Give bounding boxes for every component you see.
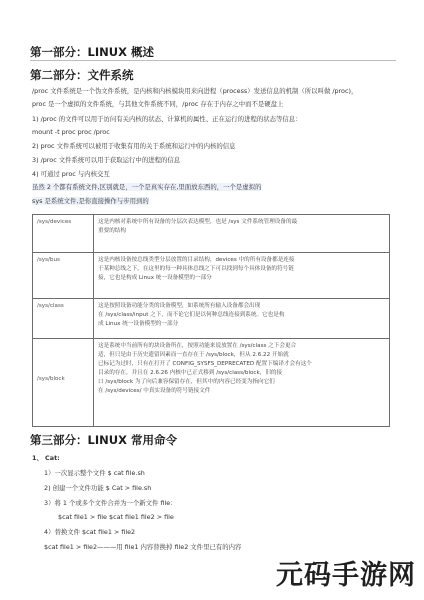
table-cell-desc: 这是系统中当前所有的块设备所在，按照功能来说放置在 /sys/class 之下会更合 适，但只是由于历史遗留因素而一直存在于 /sys/block，但从 2.6.22 开始就 已标记为过时，只有在打开了 CONFIG_SYSFS_DEPRECATED 配置下编译才会有这个 目录的存在，并且在 2.6.26 内核中已正式移到 /sys/class/block，旧的接 口 /sys/block 为了向后兼容保留存在，但其中的内容已经变为指向它们 在 /sys/devices/ 中真实设备的符号链接文件: [94, 339, 390, 427]
paragraph-line: 3) /proc 文件系统可以用于获取运行中的进程的信息: [32, 156, 181, 164]
table-row: [33, 253, 390, 299]
table-cell-path: /sys/devices: [33, 215, 94, 253]
paragraph-line: 1) /proc 的文件可以用于访问有关内核的状态、计算机的属性、正在运行的进程的状态等信息：: [32, 115, 302, 123]
code-line: mount -t proc proc /proc: [32, 128, 110, 136]
table-row: [33, 215, 390, 253]
cat-heading: 1、 Cat:: [32, 454, 60, 462]
sys-directory-table: [32, 214, 390, 427]
paragraph-line: proc 是一个虚拟的文件系统，与其他文件系统不同，/proc 存在于内存之中而不是硬盘上: [32, 100, 284, 108]
paragraph-line: 2) proc 文件系统可以被用于收集有用的关于系统和运行中的内核的信息: [32, 142, 236, 150]
table-cell-path: /sys/bus: [33, 253, 94, 299]
table-row: [33, 299, 390, 339]
watermark-logo: 元码手游网: [276, 560, 416, 591]
table-cell-desc: 这是内核设备按总线类型分层放置的目录结构，devices 中的所有设备都是连接 于某种总线之下，在这里的每一种具体总线之下可以找到每个具体设备的符号链 接，它也是构成 Linux 统一设备模型的一部分: [94, 253, 390, 299]
command-line: $cat file1 > file2———用 file1 内容替换掉 file2 文件里已有的内容: [44, 543, 242, 551]
command-line: 4）替换文件 $cat file1 > file2: [44, 528, 136, 536]
table-cell-path: /sys/block: [33, 339, 94, 427]
table-cell-path: /sys/class: [33, 299, 94, 339]
part2-heading: 第二部分：文件系统: [30, 68, 134, 82]
paragraph-line: /proc 文件系统是一个伪文件系统，是内核和内核模块用来向进程（process）发送信息的机制（所以叫做 /proc)，: [32, 87, 358, 95]
divider: [30, 60, 396, 61]
command-line: 3）将 1 个或多个文件合并为一个新文件 file：: [44, 499, 177, 507]
paragraph-line: 4) 可通过 proc 与内核交互: [32, 170, 110, 178]
part1-heading: 第一部分：LINUX 概述: [30, 45, 154, 59]
command-line: 2) 创建一个文件功能 $ Cat > file.sh: [44, 484, 152, 492]
command-line: $cat file1 > file $cat file1 file2 > file: [58, 513, 174, 521]
paragraph-line: sys 是系统文件,是你直接操作与步用到的: [32, 197, 149, 205]
paragraph-line: 虽然 2 个都有系统文件,区别就是，一个是真实存在,里面放东西的，一个是虚拟的: [32, 183, 262, 191]
part3-heading: 第三部分：LINUX 常用命令: [30, 433, 177, 447]
table-cell-desc: 这是按照设备功能分类的设备模型，如系统所有输入设备都会出现 在 /sys/class/input 之下，而不论它们是以何种总线连接到系统。它也是构 成 Linux 统一设备模型的一部分: [94, 299, 390, 339]
table-cell-desc: 这是内核对系统中所有设备的分层次表达模型，也是 /sys 文件系统管理设备的最 重要的结构: [94, 215, 390, 253]
table-row: [33, 339, 390, 427]
command-line: 1）一次显示整个文件 $ cat file.sh: [44, 469, 145, 477]
